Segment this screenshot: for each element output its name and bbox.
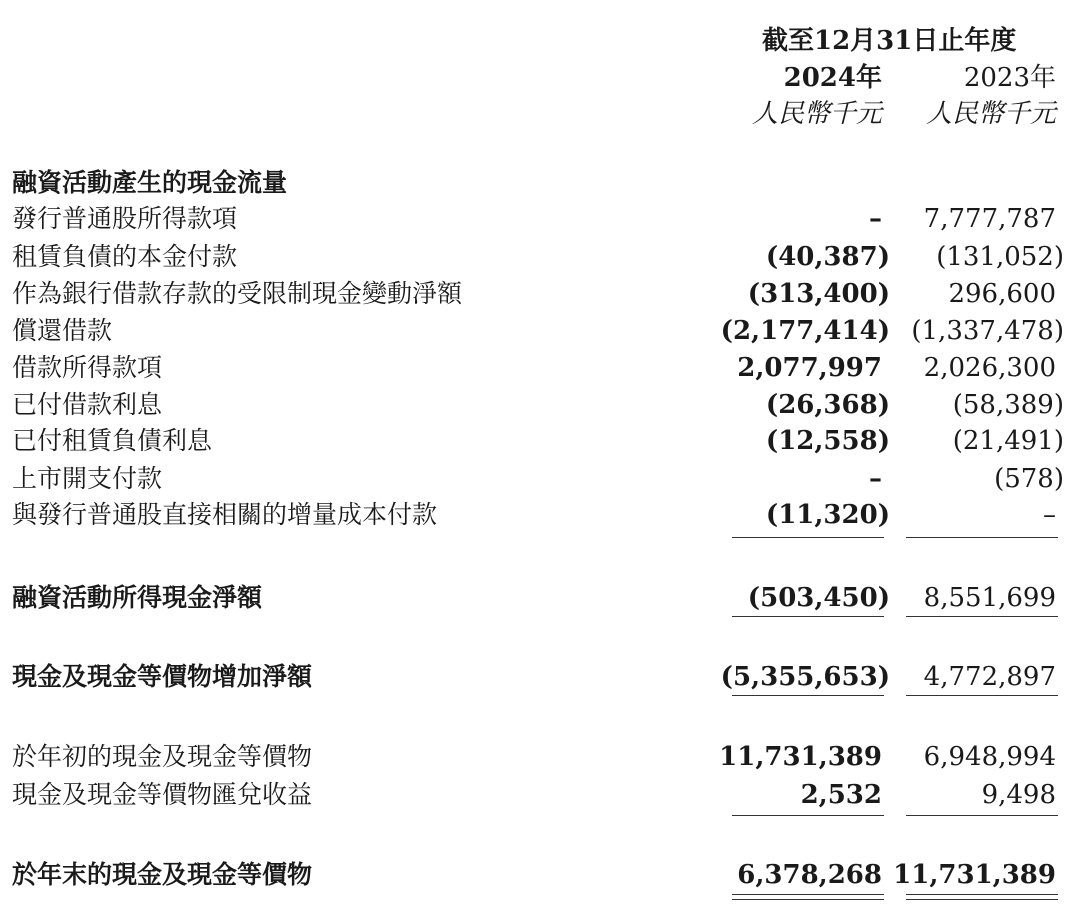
prior-year-value: 2,026,300: [923, 353, 1056, 383]
section-title: 融資活動產生的現金流量: [12, 168, 288, 197]
prior-year-value: (21,491): [952, 426, 1064, 456]
prior-year-value: 6,948,994: [923, 742, 1056, 772]
current-year-value: –: [869, 204, 882, 234]
current-year-value: –: [869, 464, 882, 494]
table-row: [0, 461, 1080, 497]
year-current-header: 2024年: [783, 63, 882, 93]
row-label: 於年末的現金及現金等價物: [12, 860, 313, 889]
prior-year-value: 9,498: [981, 780, 1056, 810]
row-label: 借款所得款項: [12, 353, 163, 382]
row-label: 已付租賃負債利息: [12, 426, 213, 455]
subtotal-rule-prior: [906, 537, 1058, 538]
rule-prior: [906, 616, 1058, 617]
row-label: 作為銀行借款存款的受限制現金變動淨額: [12, 279, 463, 308]
prior-year-value: 7,777,787: [923, 204, 1056, 234]
double-rule-current-bottom: [732, 899, 884, 900]
table-row: [0, 497, 1080, 533]
period-header: 截至12月31日止年度: [762, 26, 1017, 56]
table-row: [0, 387, 1080, 423]
current-year-value: (12,558): [765, 426, 890, 456]
rule-prior: [906, 815, 1058, 816]
current-year-value: 2,532: [800, 780, 882, 810]
double-rule-current-top: [732, 894, 884, 895]
rule-current: [732, 616, 884, 617]
current-year-value: (313,400): [747, 279, 890, 309]
row-label: 現金及現金等價物增加淨額: [12, 662, 313, 691]
opening-balance-row: [0, 739, 1080, 775]
rule-current: [732, 815, 884, 816]
row-label: 上市開支付款: [12, 464, 163, 493]
table-row: [0, 350, 1080, 386]
current-year-value: (503,450): [747, 583, 890, 613]
table-row: [0, 313, 1080, 349]
current-year-value: 2,077,997: [737, 353, 882, 383]
current-year-value: 11,731,389: [719, 742, 882, 772]
net-increase-row: [0, 659, 1080, 695]
current-year-value: (11,320): [765, 500, 890, 530]
prior-year-value: 4,772,897: [923, 662, 1056, 692]
closing-balance-row: [0, 857, 1080, 893]
row-label: 融資活動所得現金淨額: [12, 583, 263, 612]
unit-current-header: 人民幣千元: [751, 99, 882, 129]
section-title-row: [0, 165, 1080, 201]
row-label: 與發行普通股直接相關的增量成本付款: [12, 500, 438, 529]
row-label: 已付借款利息: [12, 390, 163, 419]
row-label: 於年初的現金及現金等價物: [12, 742, 313, 771]
current-year-value: (2,177,414): [720, 316, 890, 346]
table-row: [0, 239, 1080, 275]
double-rule-prior-bottom: [906, 899, 1058, 900]
unit-prior-header: 人民幣千元: [925, 99, 1056, 129]
subtotal-rule-current: [732, 537, 884, 538]
prior-year-value: (131,052): [936, 242, 1064, 272]
prior-year-value: (578): [994, 464, 1064, 494]
current-year-value: (26,368): [765, 390, 890, 420]
year-prior-header: 2023年: [963, 63, 1056, 93]
fx-gain-row: [0, 777, 1080, 813]
table-row: [0, 201, 1080, 237]
prior-year-value: 296,600: [948, 279, 1056, 309]
row-label: 租賃負債的本金付款: [12, 242, 238, 271]
rule-current: [732, 695, 884, 696]
row-label: 發行普通股所得款項: [12, 204, 238, 233]
rule-prior: [906, 695, 1058, 696]
prior-year-value: (1,337,478): [911, 316, 1064, 346]
row-label: 償還借款: [12, 316, 113, 345]
net-financing-row: [0, 580, 1080, 616]
current-year-value: (40,387): [765, 242, 890, 272]
prior-year-value: (58,389): [952, 390, 1064, 420]
row-label: 現金及現金等價物匯兌收益: [12, 780, 313, 809]
prior-year-value: 8,551,699: [923, 583, 1056, 613]
prior-year-value: –: [1043, 500, 1056, 530]
double-rule-prior-top: [906, 894, 1058, 895]
table-row: [0, 423, 1080, 459]
table-row: [0, 276, 1080, 312]
prior-year-value: 11,731,389: [893, 860, 1056, 890]
current-year-value: (5,355,653): [720, 662, 890, 692]
current-year-value: 6,378,268: [737, 860, 882, 890]
